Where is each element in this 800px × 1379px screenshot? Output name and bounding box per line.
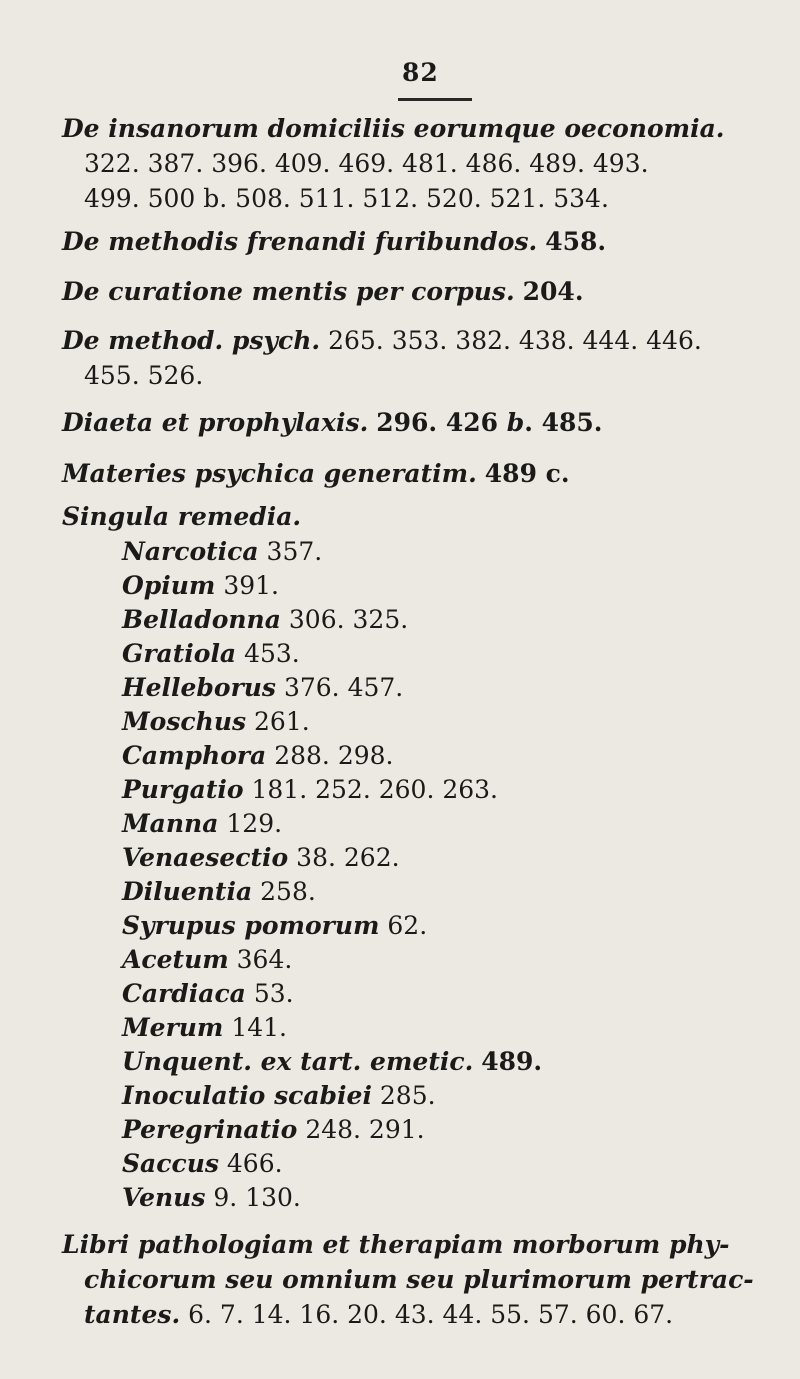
entry-method-psych (62, 324, 702, 358)
remedy-name: Gratiola (122, 639, 237, 668)
entry-method-psych-refs (84, 359, 203, 393)
remedy-refs: 248. 291. (305, 1115, 425, 1144)
entry-libri-line-2 (84, 1263, 754, 1297)
remedy-venaesectio (122, 841, 400, 875)
remedy-refs: 141. (231, 1013, 288, 1042)
remedy-name: Venus (122, 1183, 206, 1212)
remedy-name: Unquent. ex tart. emetic. (122, 1047, 474, 1076)
remedy-name: Opium (122, 571, 216, 600)
entry-title: De method. psych. (62, 326, 321, 355)
remedy-peregrinatio (122, 1113, 425, 1147)
remedy-name: Purgatio (122, 775, 244, 804)
remedy-opium (122, 569, 279, 603)
entry-libri-line-1 (62, 1228, 730, 1262)
entry-materies (62, 457, 570, 491)
remedy-refs: 391. (223, 571, 280, 600)
entry-insanorum (62, 112, 725, 146)
remedy-cardiaca (122, 977, 294, 1011)
remedy-narcotica (122, 535, 322, 569)
entry-refs-suffix: b (506, 408, 525, 437)
remedy-name: Peregrinatio (122, 1115, 298, 1144)
entry-insanorum-refs-2 (84, 182, 609, 216)
entry-insanorum-refs-1 (84, 147, 649, 181)
remedy-diluentia (122, 875, 316, 909)
remedy-refs: 357. (266, 537, 323, 566)
entry-methodis (62, 225, 606, 259)
remedy-acetum (122, 943, 292, 977)
remedy-refs: 306. 325. (288, 605, 409, 634)
entry-refs: 322. 387. 396. 409. 469. 481. 486. 489. 493. (84, 149, 649, 178)
entry-title-end: tantes. (84, 1300, 181, 1329)
remedy-refs: 466. (226, 1149, 283, 1178)
entry-refs: 455. 526. (84, 361, 204, 390)
remedy-name: Venaesectio (122, 843, 289, 872)
remedy-merum (122, 1011, 287, 1045)
remedy-name: Inoculatio scabiei (122, 1081, 372, 1110)
remedy-refs: 53. (253, 979, 294, 1008)
remedy-name: Moschus (122, 707, 247, 736)
remedy-name: Saccus (122, 1149, 219, 1178)
remedy-name: Cardiaca (122, 979, 246, 1008)
entry-title: Singula remedia. (62, 502, 302, 531)
entry-refs: 458. (545, 227, 607, 256)
entry-curatione (62, 275, 584, 309)
remedy-gratiola (122, 637, 300, 671)
remedy-refs: 181. 252. 260. 263. (251, 775, 498, 804)
entry-refs-end: . 485. (524, 408, 603, 437)
entry-title: Libri pathologiam et therapiam morborum phy- (62, 1230, 730, 1259)
remedy-name: Syrupus pomorum (122, 911, 380, 940)
remedy-refs: 376. 457. (283, 673, 404, 702)
remedy-refs: 9. 130. (213, 1183, 301, 1212)
remedy-camphora (122, 739, 394, 773)
remedy-inoculatio (122, 1079, 436, 1113)
remedy-manna (122, 807, 282, 841)
entry-title-cont: chicorum seu omnium seu plurimorum pertrac- (84, 1265, 754, 1294)
remedy-syrupus (122, 909, 427, 943)
entry-title: De methodis frenandi furibundos. (62, 227, 538, 256)
remedy-refs: 258. (260, 877, 316, 906)
page-number: 82 (402, 58, 439, 87)
remedy-name: Narcotica (122, 537, 259, 566)
remedy-name: Acetum (122, 945, 229, 974)
remedy-name: Belladonna (122, 605, 281, 634)
remedy-refs: 261. (254, 707, 310, 736)
remedy-name: Merum (122, 1013, 224, 1042)
remedy-refs: 285. (379, 1081, 436, 1110)
remedy-name: Camphora (122, 741, 267, 770)
entry-refs: 499. 500 b. 508. 511. 512. 520. 521. 534. (84, 184, 609, 213)
remedy-saccus (122, 1147, 283, 1181)
entry-refs: 265. 353. 382. 438. 444. 446. (328, 326, 702, 355)
remedy-refs: 62. (387, 911, 428, 940)
entry-refs: 204. (522, 277, 584, 306)
remedy-belladonna (122, 603, 408, 637)
remedy-venus (122, 1181, 301, 1215)
entry-singula (62, 500, 301, 534)
entry-title: Materies psychica generatim. (62, 459, 477, 488)
entry-refs: 6. 7. 14. 16. 20. 43. 44. 55. 57. 60. 67. (188, 1300, 674, 1329)
entry-libri-line-3 (84, 1298, 673, 1332)
remedy-refs: 288. 298. (274, 741, 394, 770)
entry-refs: 296. 426 (376, 408, 507, 437)
remedy-purgatio (122, 773, 498, 807)
entry-title: De insanorum domiciliis eorumque oeconomia. (62, 114, 725, 143)
entry-refs: 489 c. (484, 459, 570, 488)
remedy-name: Diluentia (122, 877, 253, 906)
remedy-refs: 453. (244, 639, 300, 668)
remedy-name: Manna (122, 809, 219, 838)
header-rule (398, 98, 472, 101)
remedy-name: Helleborus (122, 673, 277, 702)
remedy-refs: 489. (481, 1047, 543, 1076)
remedy-helleborus (122, 671, 403, 705)
remedy-refs: 129. (226, 809, 283, 838)
entry-title: De curatione mentis per corpus. (62, 277, 515, 306)
entry-diaeta (62, 406, 603, 440)
remedy-unquent (122, 1045, 542, 1079)
remedy-refs: 38. 262. (296, 843, 400, 872)
entry-title: Diaeta et prophylaxis. (62, 408, 369, 437)
remedy-refs: 364. (236, 945, 293, 974)
remedy-moschus (122, 705, 310, 739)
